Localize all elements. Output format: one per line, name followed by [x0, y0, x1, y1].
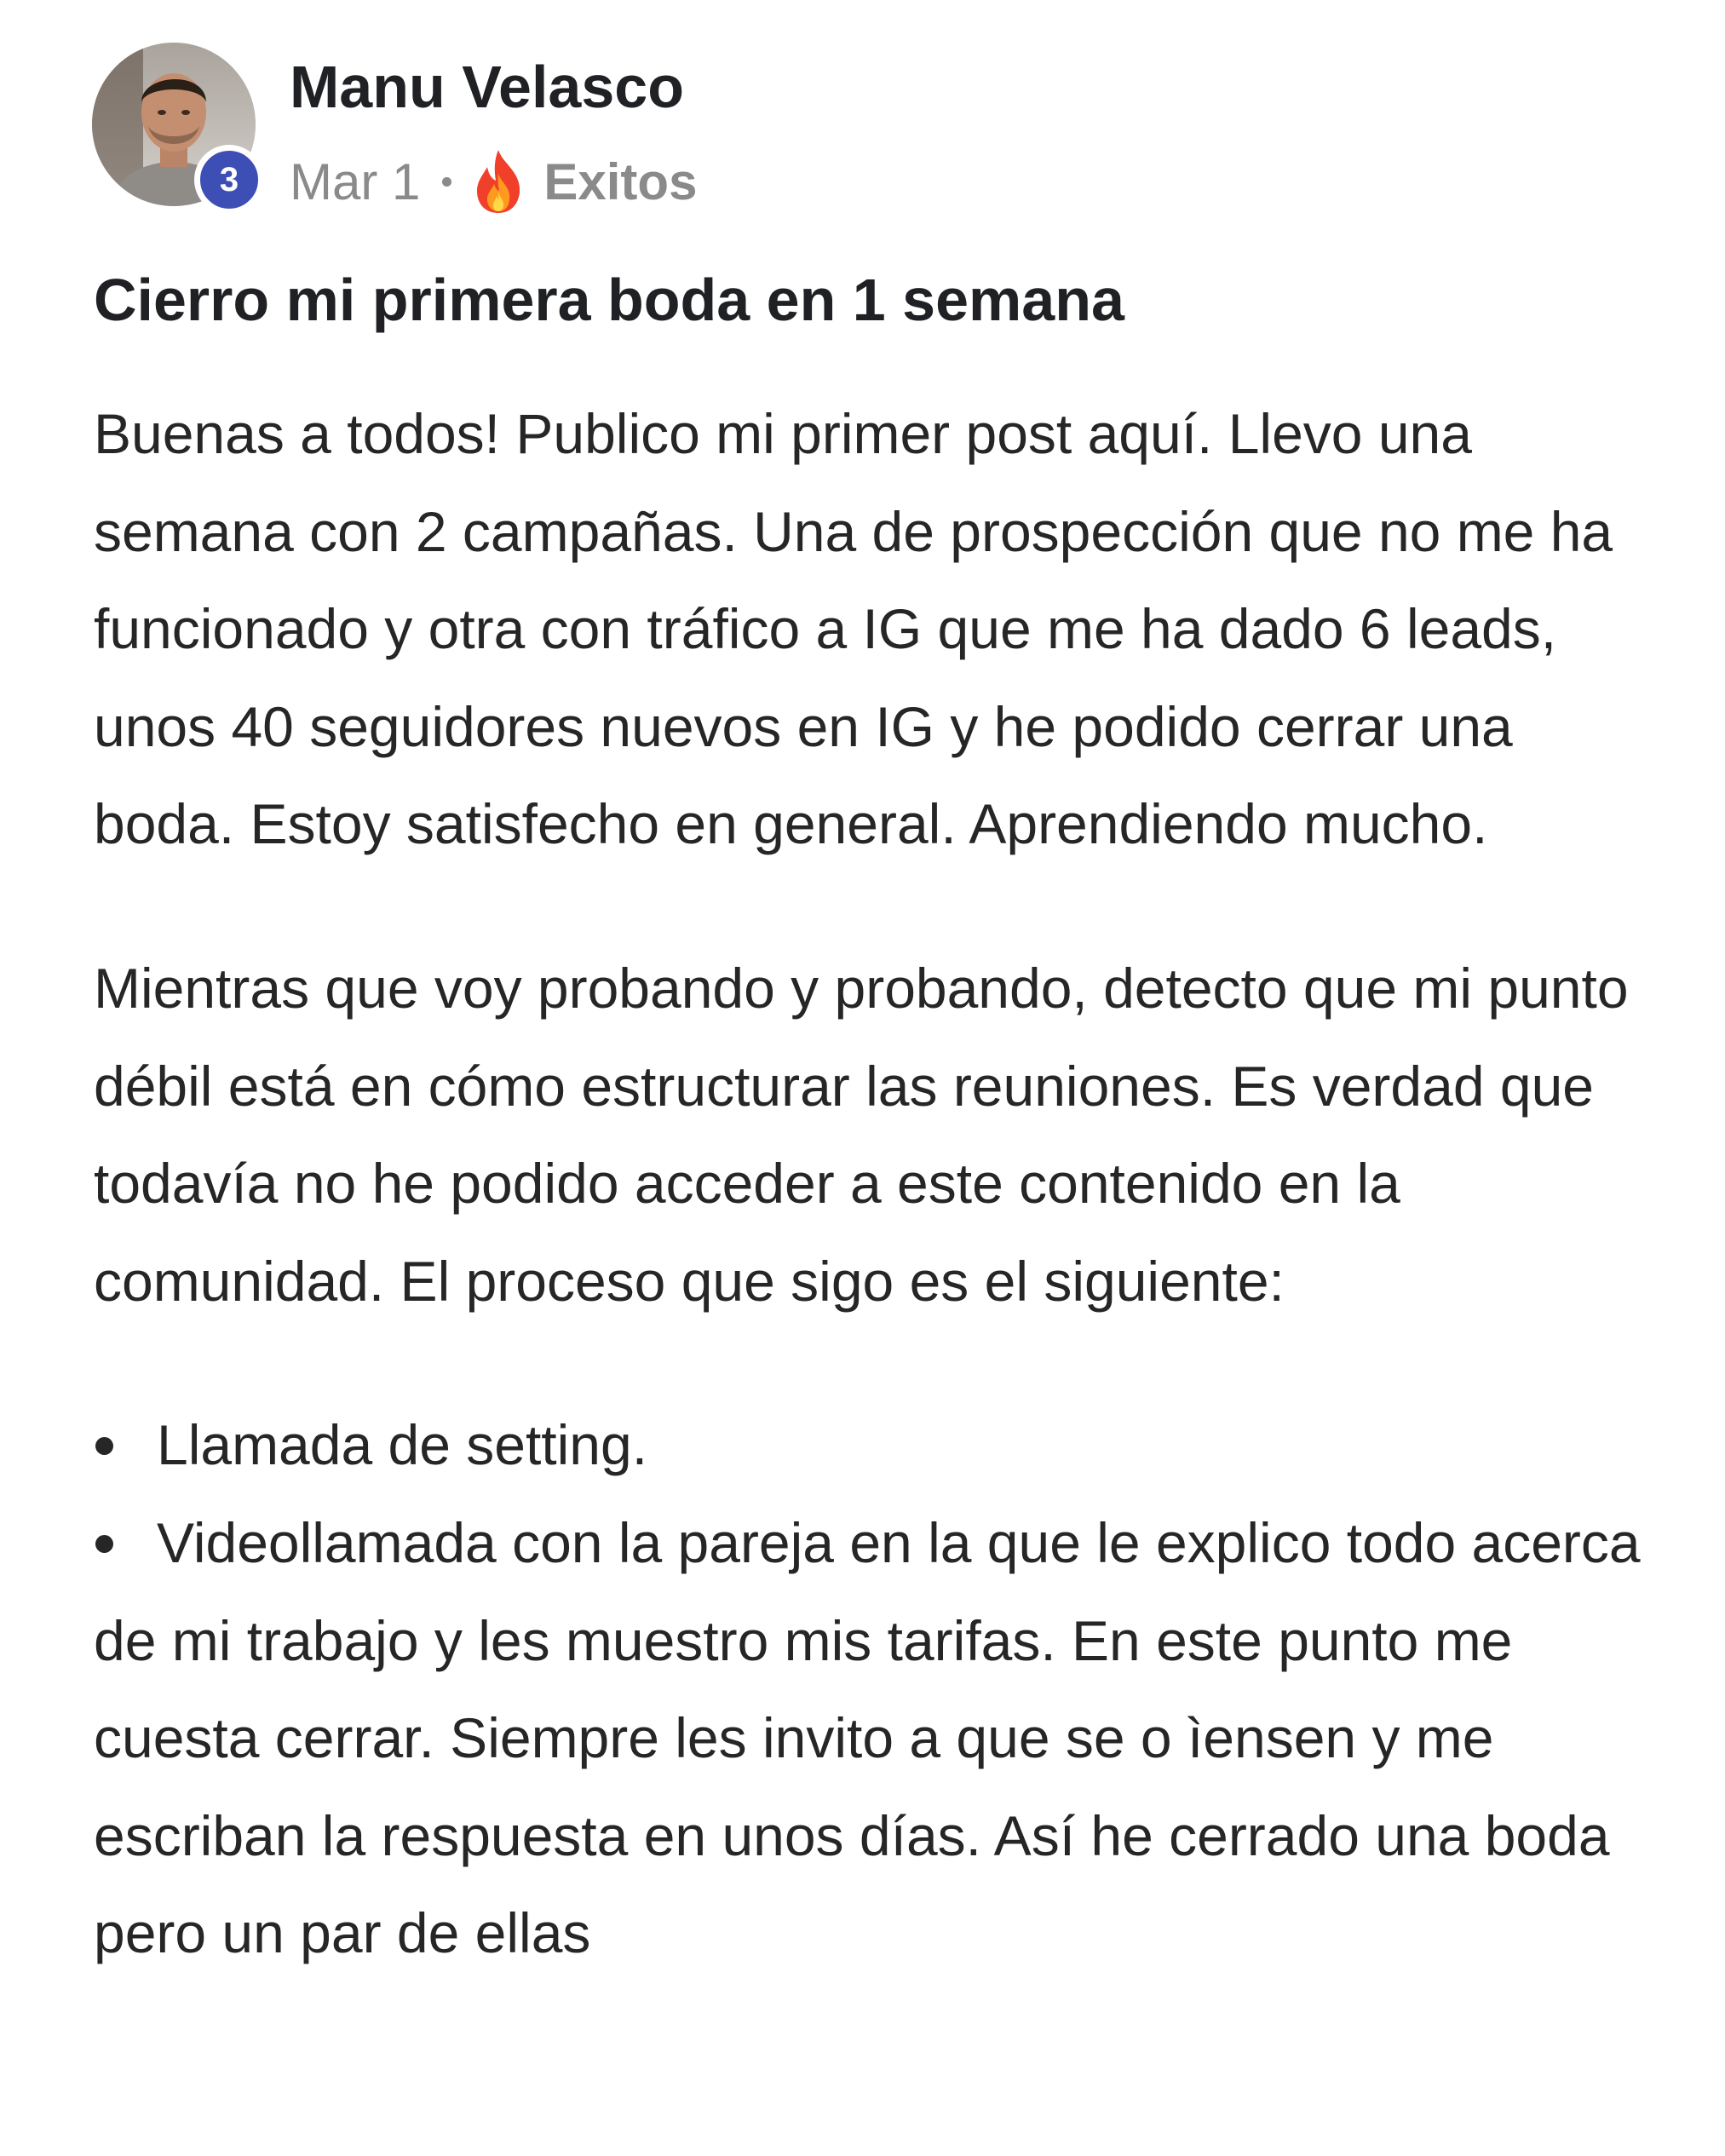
post-meta: [290, 143, 697, 220]
author-name[interactable]: Manu Velasco: [290, 54, 684, 120]
level-number: 3: [219, 160, 239, 198]
fire-icon: [472, 148, 525, 215]
bullet-icon: [95, 1535, 113, 1553]
bullet-icon: [95, 1437, 113, 1455]
list-item-text: Llamada de setting.: [157, 1413, 648, 1477]
body-paragraph: Mientras que voy probando y probando, detecto que mi punto débil está en cómo estructurar las reuniones. Es verdad que todavía no he podido acceder a este contenido en la comunidad. El proceso que sigo es el siguiente:: [94, 956, 1629, 1313]
list-item: [94, 1396, 1661, 1494]
list-item-text: Videollamada con la pareja en la que le explico todo acerca de mi trabajo y les muestro mis tarifas. En este punto me cuesta cerrar. Siempre les invito a que se o ìensen y me escriban la respuesta en unos días. Así he cerrado una boda pero un par de ellas: [94, 1510, 1641, 1965]
separator-dot: [442, 177, 451, 187]
post-title: Cierro mi primera boda en 1 semana: [94, 267, 1124, 333]
level-badge: [194, 145, 264, 215]
post-date[interactable]: Mar 1: [290, 152, 421, 210]
body-paragraph: Buenas a todos! Publico mi primer post aquí. Llevo una semana con 2 campañas. Una de prospección que no me ha funcionado y otra con tráfico a IG que me ha dado 6 leads, unos 40 seguidores nuevos en IG y he podido cerrar una boda. Estoy satisfecho en general. Aprendiendo mucho.: [94, 402, 1613, 856]
bullet-list: [94, 1396, 1661, 1982]
list-item: [94, 1494, 1661, 1982]
post-body: [94, 385, 1661, 1982]
category-link[interactable]: Exitos: [543, 152, 698, 210]
author-avatar-container[interactable]: [92, 43, 256, 206]
